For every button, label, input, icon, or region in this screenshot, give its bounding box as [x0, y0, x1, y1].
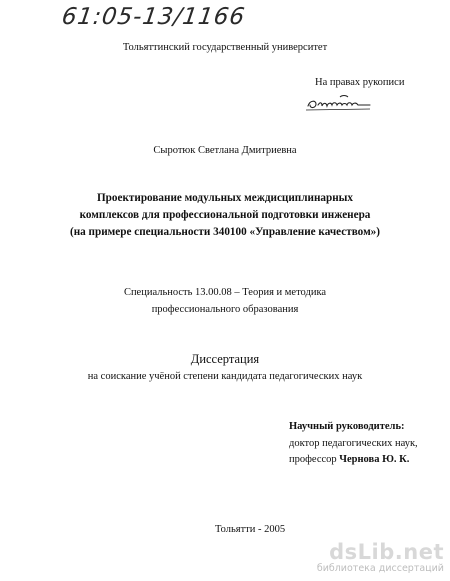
specialty-line: Специальность 13.00.08 – Теория и методика	[123, 287, 327, 298]
university-name: Тольяттинский государственный университет	[122, 42, 328, 53]
place-and-year: Тольятти - 2005	[215, 524, 286, 535]
specialty-line: профессионального образования	[151, 304, 299, 315]
dissertation-title	[0, 190, 450, 241]
author-name: Сыротюк Светлана Дмитриевна	[153, 145, 297, 156]
title-line: (на примере специальности 340100 «Управление качеством»)	[69, 226, 381, 238]
supervisor-title: профессор	[289, 454, 340, 465]
supervisor-name-line	[289, 452, 418, 469]
watermark-caption: библиотека диссертаций	[316, 563, 444, 574]
supervisor-block	[289, 419, 418, 469]
dslib-watermark	[317, 541, 444, 575]
degree-purpose: на соискание учёной степени кандидата педагогических наук	[87, 371, 363, 382]
watermark-logo: dsLib.net	[329, 540, 444, 564]
supervisor-degree: доктор педагогических наук,	[289, 437, 418, 449]
handwritten-signature	[304, 92, 374, 114]
title-line: Проектирование модульных междисциплинарных	[96, 192, 354, 204]
supervisor-heading: Научный руководитель:	[289, 421, 405, 432]
archive-number-stamp: 61:05-13/1166	[60, 4, 247, 30]
supervisor-name: Чернова Ю. К.	[339, 454, 410, 465]
title-line: комплексов для профессиональной подготовки инженера	[79, 209, 371, 221]
document-type: Диссертация	[190, 352, 260, 366]
specialty-block	[0, 284, 450, 318]
rights-notice: На правах рукописи	[315, 77, 405, 88]
